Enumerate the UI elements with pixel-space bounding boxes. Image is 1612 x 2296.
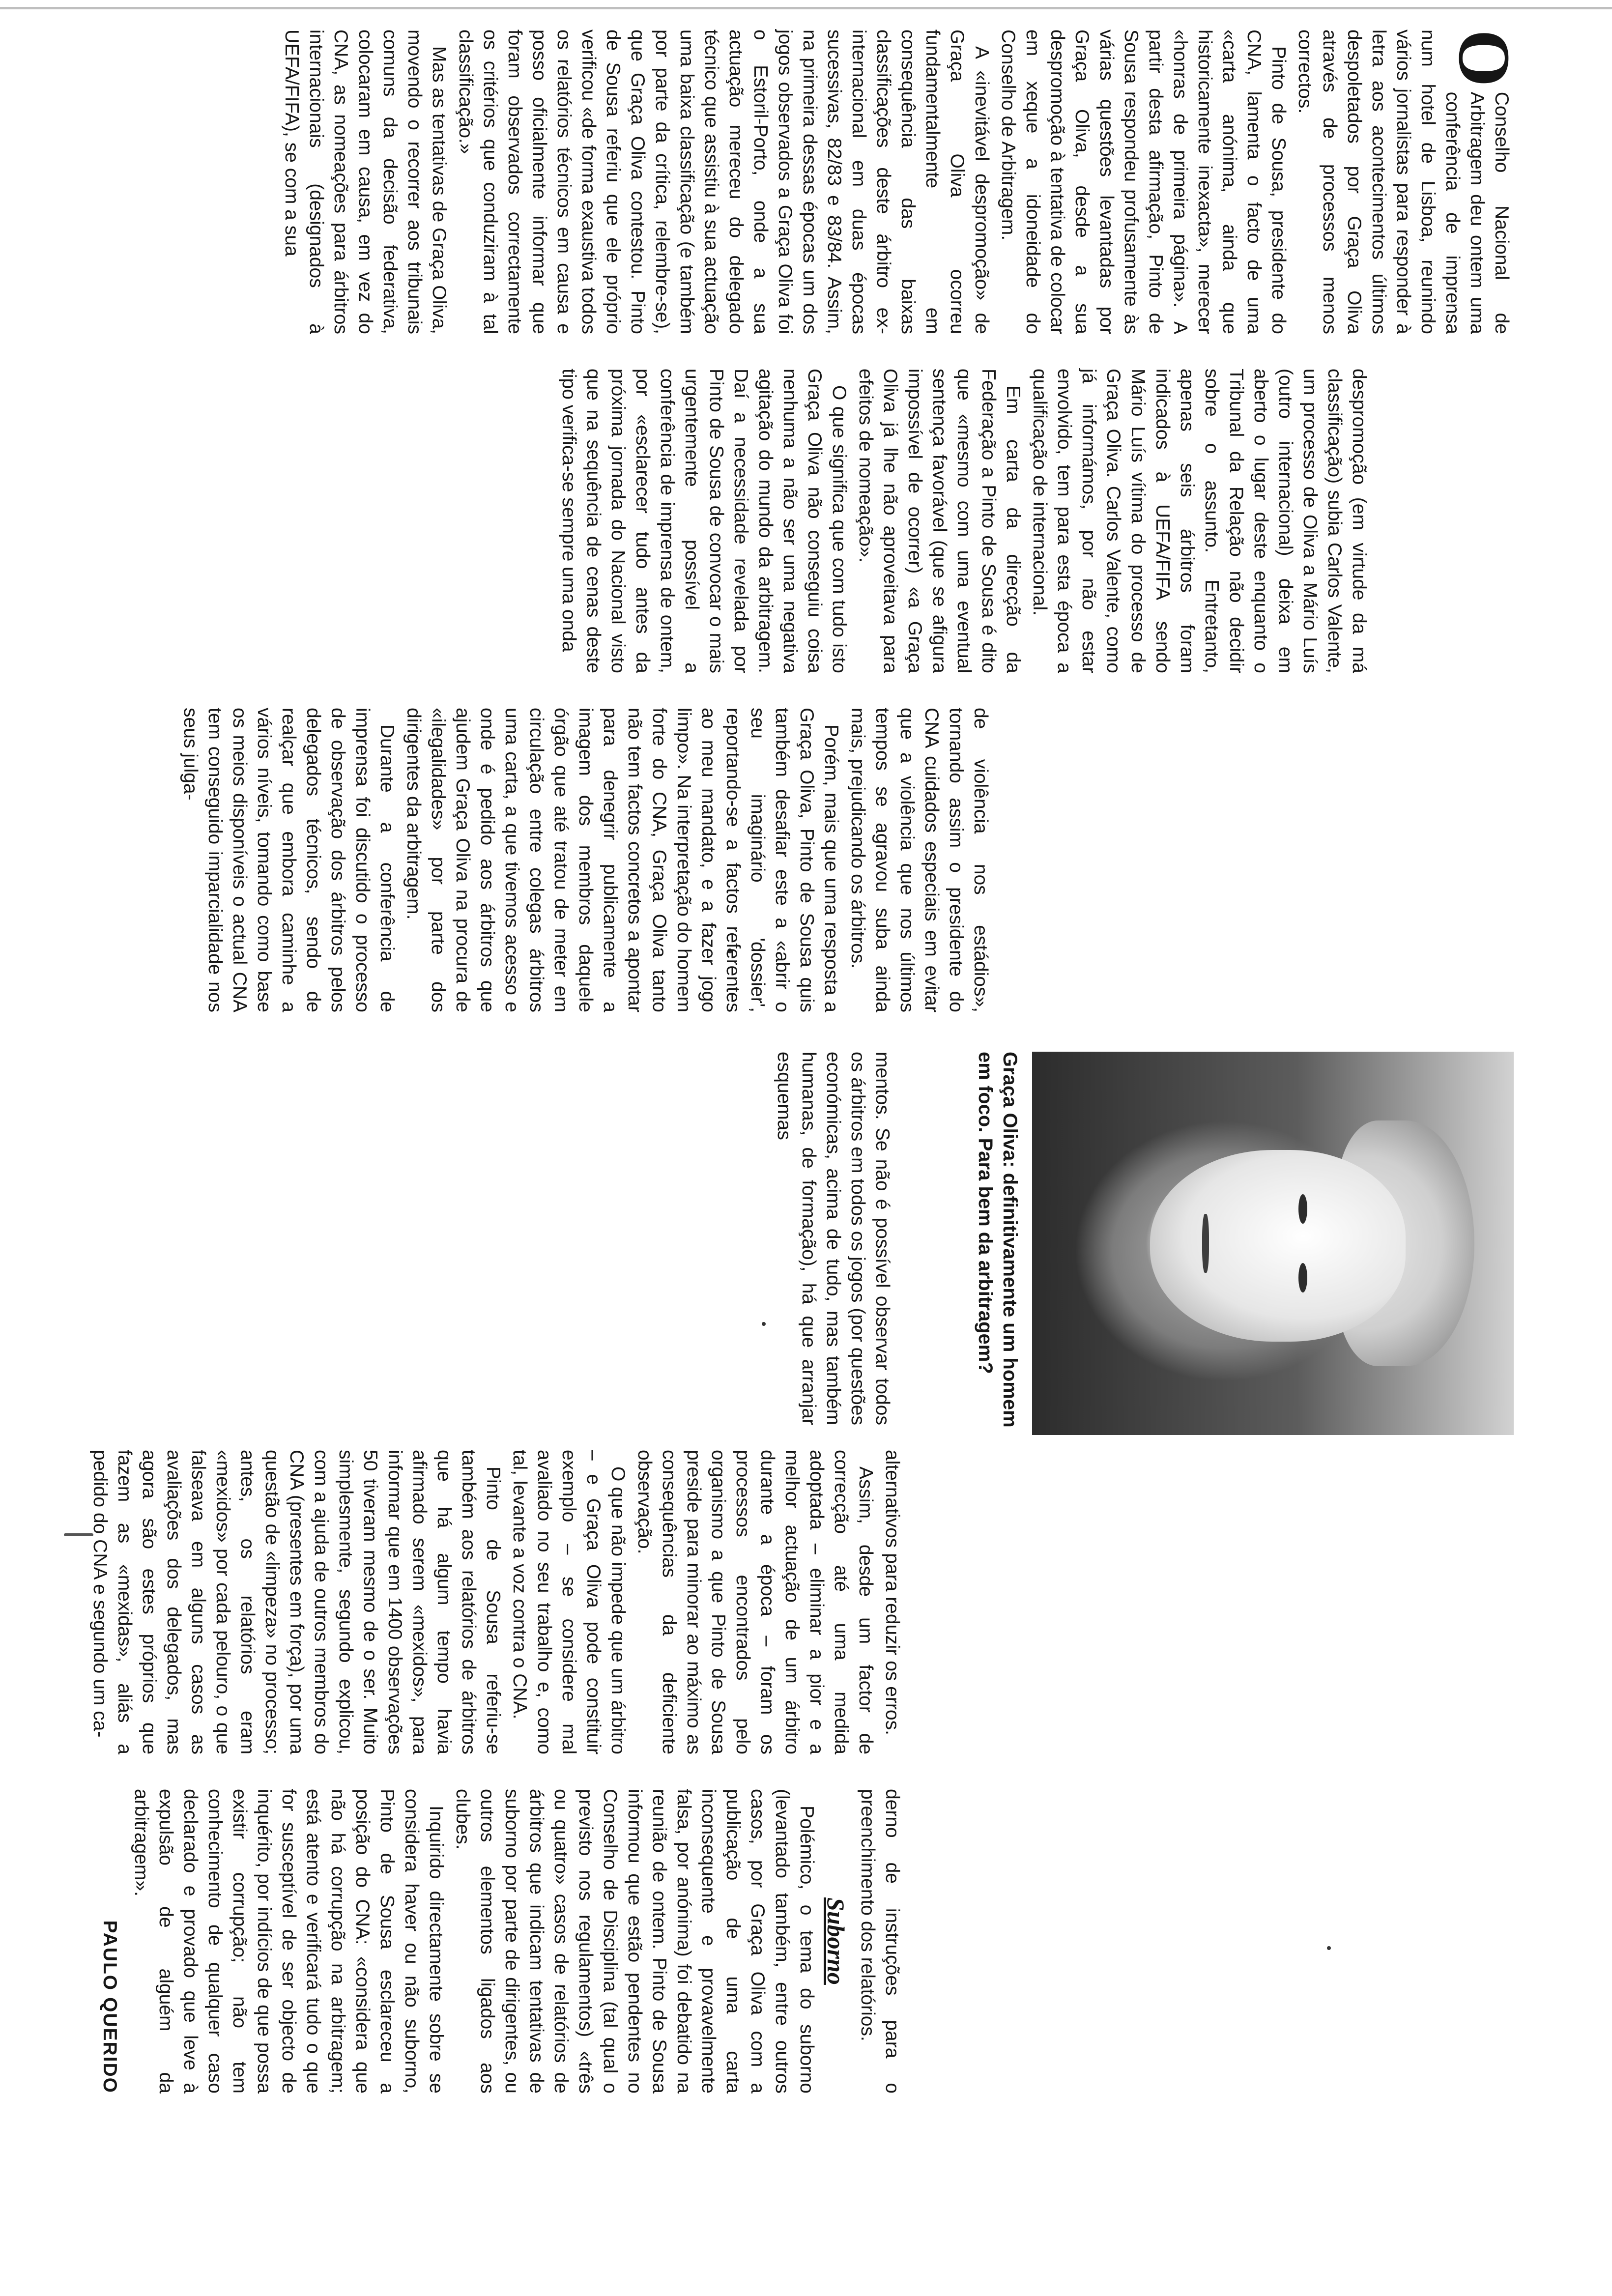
article-paragraph: Conselho Nacional de Arbitragem deu ontem uma conferência de imprensa num hotel de Lisboa, reunindo vários jornalistas para responder à letra aos acontecimentos últimos despoletados por Graça Oliva através de processos menos correctos. [1295,29,1512,334]
article-paragraph: Mas as tentativas de Graça Oliva, movendo o recorrer aos tribunais comuns da decisão federativa, colocaram em causa, em vez do CNA, as nomeações para árbitros internacionais (designados à UEFA/FIFA), se com a sua [281,29,450,334]
article-paragraph: despromoção (em virtude da má classificação) subia Carlos Valente, um processo de Oliva a Mário Luís (outro internacional) deixa em aberto o lugar deste enquanto o Tribunal da Relação não decidir sobre o assunto. Entretanto, apenas seis árbitros foram indicados à UEFA/FIFA sendo Mário Luís vítima do processo de Graça Oliva. Carlos Valente, como já informámos, por não estar envolvido, tem para esta época a qualificação de internacional. [1029,369,1370,673]
article-paragraph: Polémico, o tema do suborno (levantado também, entre outros casos, por Graça Oliva com a publicação de uma carta inconsequente e provavelmente falsa, por anónima) foi debatido na reunião de ontem. Pinto de Sousa informou que estão pendentes no Conselho de Disciplina (tal qual o previsto nos regulamentos) «três ou quatro» casos de relatórios de árbitros que indicam tentativas de suborno por parte de dirigentes, ou outros elementos ligados aos clubes. [452,1789,817,2094]
article-paragraph: Durante a conferência de imprensa foi discutido o processo de observação dos árbitros pelos delegados técnicos, sendo de realçar que embora caminhe a vários níveis, tomando como base os meios disponíveis o actual CNA tem conseguido imparcialidade nos seus julga- [180,708,398,1012]
article-paragraph: Porém, mais que uma resposta a Graça Oliva, Pinto de Sousa quis também desafiar este a «abrir o seu imaginário 'dossier', reportando-se a factos referentes ao meu mandato, e a fazer jogo limpo». Na interpretação do homem forte do CNA, Graça Oliva tanto não tem factos concretos a apontar para denegrir publicamente a imagem dos membros daquele órgão que até tratou de meter em circulação entre colegas árbitros uma carta, a que tivemos acesso e onde é pedido aos árbitros que ajudem Graça Oliva na procura de «ilegalidades» por parte dos dirigentes da arbitragem. [403,708,842,1012]
photo-eye [1298,1194,1307,1224]
photo-mouth [1202,1214,1209,1273]
article-paragraph: Inquirido directamente sobre se considera haver ou não suborno, Pinto de Sousa esclareceu a posição do CNA: «considera que não há corrupção na arbitragem; está atento e verificará tudo o que for susceptível de ser objecto de inquérito, por indícios de que possa existir corrupção; não tem conhecimento de qualquer caso declarado e provado que leve à expulsão de alguém da arbitragem». [131,1789,447,2094]
portrait-photo [1032,1052,1514,1435]
article-paragraph: derno de instruções para o preenchimento dos relatórios. [857,1789,903,2094]
article-column-3 [176,708,993,1012]
article-paragraph: Em carta da direcção da Federação a Pinto de Sousa é dito que «mesmo com uma eventual sentença favorável (que se afigura impossível de ocorrer) «a Graça Oliva já lhe não aproveitava para efeitos de nomeação». [855,369,1024,673]
section-subheading: Suborno [822,1897,850,1985]
article-paragraph: de violência nos estádios», tornando assim o presidente do CNA cuidados especiais em evitar que a violência que nos últimos tempos se agravou suba ainda mais, prejudicando os árbitros. [847,708,991,1012]
drop-cap: O [1443,29,1525,87]
photo-eye [1298,1263,1307,1292]
article-paragraph: Pinto de Sousa, presidente do CNA, lamenta o facto de uma «carta anónima, ainda que historicamente inexacta», merecer «honras de primeira página». A partir desta afirmação, Pinto de Sousa respondeu profusamente às várias questões levantadas por Graça Oliva, desde a sua despromoção à tentativa de colocar em xeque a idoneidade do Conselho de Arbitragem. [998,29,1289,334]
article-column-6 [97,1789,904,2094]
article-column-2 [554,369,1371,673]
article-column-5 [86,1450,904,1754]
article-paragraph: O que não impede que um árbitro – e Graça Oliva pode constituir exemplo – se considere mal avaliado no seu trabalho e, como tal, levante a voz contra o CNA. [509,1450,629,1754]
photo-face [1150,1150,1406,1342]
article-paragraph: mentos. Se não é possível observar todos os árbitros em todos os jogos (por questões económicas, acima de tudo, mas também humanas, de formação), há que arranjar esquemas [774,1052,893,1425]
scan-rule-top [0,7,1612,9]
article-paragraph: A «inevitável despromoção» de Graça Oliva ocorreu fundamentalmente em consequência das baixas classificações deste árbitro ex-internacional em duas épocas sucessivas, 82/83 e 83/84. Assim, na primeira dessas épocas um dos jogos observados a Graça Oliva foi o Estoril-Porto, onde a sua actuação mereceu do delegado técnico que assistiu à sua actuação uma baixa classificação (e também por parte da crítica, relembre-se), que Graça Oliva contestou. Pinto de Sousa referiu que ele próprio verificou «de forma exaustiva todos os relatórios técnicos em causa e posso oficialmente informar que foram observados correctamente os critérios que conduziram à tal classificação.» [455,29,992,334]
author-byline: PAULO QUERIDO [99,1920,120,2094]
article-paragraph: Assim, desde um factor de correcção até uma medida adoptada – eliminar a pior e a melhor actuação de um árbitro durante a época – foram os processos encontrados pelo organismo a que Pinto de Sousa preside para minorar ao máximo as consequências da deficiente observação. [634,1450,876,1754]
article-paragraph: alternativos para reduzir os erros. [882,1450,903,1735]
photo-caption: Graça Oliva: definitivamente um homem em foco. Para bem da arbitragem? [975,1052,1021,1428]
article-column-1 [277,29,1525,334]
newspaper-article [79,29,1533,2192]
article-column-4 [770,1052,894,1425]
article-paragraph: Pinto de Sousa referiu-se também aos relatórios de árbitros que há algum tempo havia afirmado serem «mexidos», para informar que em 1400 observações 50 tiveram mesmo de o ser. Muito simplesmente, segundo explicou, com a ajuda de outros membros do CNA (presentes em força), por uma questão de «limpeza» no processo; antes, os relatórios eram «mexidos» por cada pelouro, o que falseava em alguns casos as avaliações dos delegados, mas agora são estes próprios que fazem as «mexidas», aliás a pedido do CNA e segundo um ca- [89,1450,504,1754]
article-paragraph: O que significa que com tudo isto Graça Oliva não conseguiu coisa nenhuma a não ser uma negativa agitação do mundo da arbitragem. Daí a necessidade revelada por Pinto de Sousa de convocar o mais urgentemente possível a conferência de imprensa de ontem, por «esclarecer tudo antes da próxima jornada do Nacional visto que na sequência de cenas deste tipo verifica-se sempre uma onda [558,369,850,673]
